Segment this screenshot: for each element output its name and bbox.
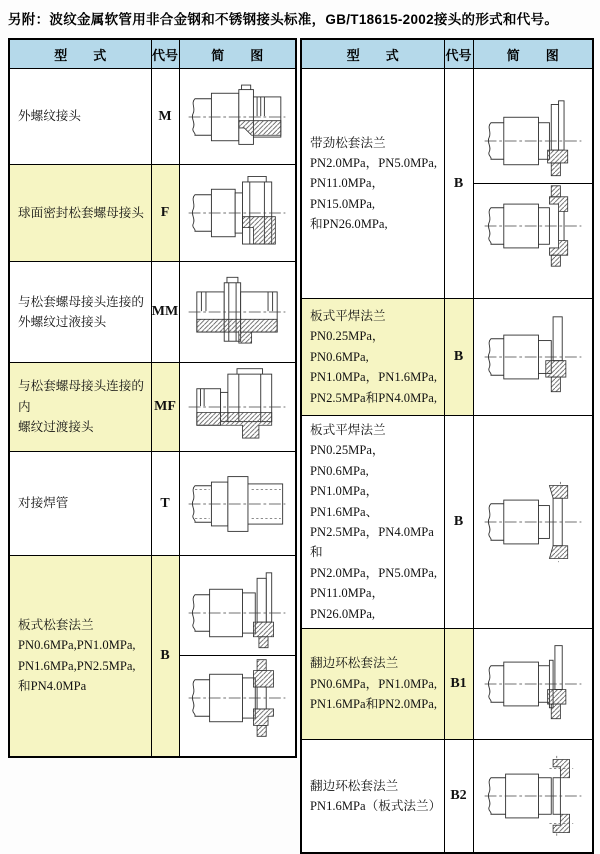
lap-ring-plate-flange-diagram-icon bbox=[480, 754, 586, 838]
type-line: 和PN4.0MPa bbox=[18, 679, 87, 694]
type-cell bbox=[301, 739, 444, 853]
plate-loose-flange-diagram-a-icon bbox=[184, 571, 290, 655]
diagram-cell bbox=[473, 69, 593, 299]
code-cell: B1 bbox=[444, 628, 473, 739]
table-row bbox=[9, 452, 296, 556]
type-line: 外螺纹接头 bbox=[18, 109, 81, 124]
type-line: PN0.25MPa，PN0.6MPa, bbox=[310, 443, 385, 478]
code-cell: T bbox=[151, 452, 179, 556]
type-line: 板式平焊法兰 bbox=[310, 423, 386, 437]
type-cell bbox=[9, 165, 151, 262]
type-line: 外螺纹过液接头 bbox=[18, 315, 107, 329]
code-cell: M bbox=[151, 69, 179, 165]
type-line: PN0.6MPa，PN1.0MPa, bbox=[310, 676, 438, 691]
type-line: PN2.5MPa和PN4.0MPa, bbox=[310, 390, 438, 405]
type-cell bbox=[301, 416, 444, 629]
diagram-cell bbox=[473, 416, 593, 629]
diagram-stack bbox=[474, 642, 593, 726]
male-male-adapter-diagram-icon bbox=[184, 270, 290, 354]
diagram-stack bbox=[180, 270, 296, 354]
type-cell bbox=[9, 262, 151, 363]
diagram-box bbox=[180, 462, 296, 546]
diagram-box bbox=[180, 655, 296, 740]
type-line: PN1.6MPa和PN2.0MPa, bbox=[310, 697, 438, 712]
type-line: PN1.0MPa，PN1.6MPa、 bbox=[310, 484, 379, 519]
code-cell: B bbox=[444, 299, 473, 416]
diagram-stack bbox=[474, 754, 593, 838]
type-line: 板式松套法兰 bbox=[18, 617, 94, 632]
type-cell bbox=[9, 452, 151, 556]
code-cell: B2 bbox=[444, 739, 473, 853]
diagram-stack bbox=[180, 75, 296, 159]
diagram-stack bbox=[474, 480, 593, 564]
type-cell bbox=[9, 363, 151, 452]
plate-loose-flange-diagram-b-icon bbox=[184, 656, 290, 740]
diagram-cell bbox=[179, 262, 296, 363]
code-cell: MM bbox=[151, 262, 179, 363]
header-row bbox=[9, 39, 296, 69]
column-header-diagram: 简 图 bbox=[473, 39, 593, 69]
column-header-code: 代号 bbox=[444, 39, 473, 69]
table-header bbox=[9, 39, 296, 69]
type-line: PN11.0MPa，PN26.0MPa, bbox=[310, 586, 385, 621]
diagram-stack bbox=[180, 462, 296, 546]
type-line: 与松套螺母接头连接的 bbox=[18, 294, 144, 309]
diagram-cell bbox=[473, 628, 593, 739]
type-line: 对接焊管 bbox=[18, 496, 69, 511]
type-line: PN1.6MPa,PN2.5MPa, bbox=[18, 658, 136, 673]
fitting-table-right bbox=[300, 38, 594, 854]
diagram-box bbox=[474, 480, 593, 564]
type-line: PN2.0MPa，PN5.0MPa, bbox=[310, 565, 438, 580]
table-row bbox=[9, 165, 296, 262]
table-row bbox=[301, 416, 593, 629]
table-row bbox=[9, 556, 296, 757]
type-cell bbox=[301, 69, 444, 299]
diagram-cell bbox=[473, 739, 593, 853]
table-row bbox=[9, 262, 296, 363]
diagram-cell bbox=[179, 556, 296, 757]
table-row bbox=[301, 299, 593, 416]
diagram-box bbox=[180, 270, 296, 354]
diagram-box bbox=[474, 183, 593, 268]
column-header-type: 型 式 bbox=[9, 39, 151, 69]
table-body bbox=[301, 69, 593, 854]
column-header-type: 型 式 bbox=[301, 39, 444, 69]
type-line: PN2.0MPa，PN5.0MPa, bbox=[310, 155, 438, 170]
diagram-stack bbox=[180, 571, 296, 740]
diagram-box bbox=[474, 99, 593, 183]
butt-weld-pipe-diagram-icon bbox=[184, 462, 290, 546]
diagram-cell bbox=[179, 452, 296, 556]
diagram-box bbox=[180, 171, 296, 255]
spherical-nut-fitting-diagram-icon bbox=[184, 171, 290, 255]
diagram-cell bbox=[179, 363, 296, 452]
type-line: PN2.5MPa，PN4.0MPa和 bbox=[310, 524, 434, 560]
male-thread-fitting-diagram-icon bbox=[184, 75, 290, 159]
type-line: 与松套螺母接头连接的内 bbox=[18, 379, 144, 414]
fitting-table-left bbox=[8, 38, 297, 758]
diagram-box bbox=[180, 365, 296, 449]
code-cell: F bbox=[151, 165, 179, 262]
type-line: 翻边环松套法兰 bbox=[310, 656, 399, 671]
code-cell: B bbox=[444, 416, 473, 629]
diagram-box bbox=[474, 642, 593, 726]
diagram-cell bbox=[179, 69, 296, 165]
diagram-box bbox=[180, 75, 296, 159]
type-cell bbox=[301, 299, 444, 416]
code-cell: B bbox=[444, 69, 473, 299]
table-header bbox=[301, 39, 593, 69]
diagram-stack bbox=[180, 171, 296, 255]
code-cell: MF bbox=[151, 363, 179, 452]
type-line: 翻边环松套法兰 bbox=[310, 778, 399, 793]
neck-loose-flange-diagram-a-icon bbox=[480, 99, 586, 183]
flat-weld-flange-diagram-b-icon bbox=[480, 480, 586, 564]
type-line: 螺纹过渡接头 bbox=[18, 420, 94, 435]
table-row bbox=[9, 363, 296, 452]
table-row bbox=[301, 628, 593, 739]
lap-ring-flange-diagram-icon bbox=[480, 642, 586, 726]
code-cell: B bbox=[151, 556, 179, 757]
neck-loose-flange-diagram-b-icon bbox=[480, 184, 586, 268]
type-line: PN11.0MPa，PN15.0MPa, bbox=[310, 176, 385, 211]
table-body bbox=[9, 69, 296, 757]
type-line: PN0.6MPa,PN1.0MPa, bbox=[18, 638, 136, 653]
table-row bbox=[9, 69, 296, 165]
table-row bbox=[301, 739, 593, 853]
diagram-box bbox=[180, 571, 296, 655]
male-female-adapter-diagram-icon bbox=[184, 365, 290, 449]
diagram-box bbox=[474, 754, 593, 838]
type-line: 球面密封松套螺母接头 bbox=[18, 205, 144, 220]
diagram-stack bbox=[474, 99, 593, 268]
flat-weld-flange-diagram-a-icon bbox=[480, 315, 586, 399]
diagram-cell bbox=[473, 299, 593, 416]
type-line: 带劲松套法兰 bbox=[310, 135, 386, 150]
column-header-diagram: 简 图 bbox=[179, 39, 296, 69]
diagram-cell bbox=[179, 165, 296, 262]
column-header-code: 代号 bbox=[151, 39, 179, 69]
type-line: PN1.6MPa（板式法兰） bbox=[310, 799, 442, 814]
type-line: 和PN26.0MPa, bbox=[310, 217, 388, 232]
table-row bbox=[301, 69, 593, 299]
type-line: 板式平焊法兰 bbox=[310, 309, 386, 324]
diagram-stack bbox=[474, 315, 593, 399]
type-cell bbox=[9, 69, 151, 165]
type-cell bbox=[9, 556, 151, 757]
type-line: PN0.25MPa，PN0.6MPa, bbox=[310, 329, 385, 364]
page-title: 另附：波纹金属软管用非合金钢和不锈钢接头标准，GB/T18615-2002接头的形式和代号。 bbox=[8, 12, 559, 27]
diagram-stack bbox=[180, 365, 296, 449]
type-line: PN1.0MPa，PN1.6MPa, bbox=[310, 370, 438, 385]
diagram-box bbox=[474, 315, 593, 399]
type-cell bbox=[301, 628, 444, 739]
header-row bbox=[301, 39, 593, 69]
